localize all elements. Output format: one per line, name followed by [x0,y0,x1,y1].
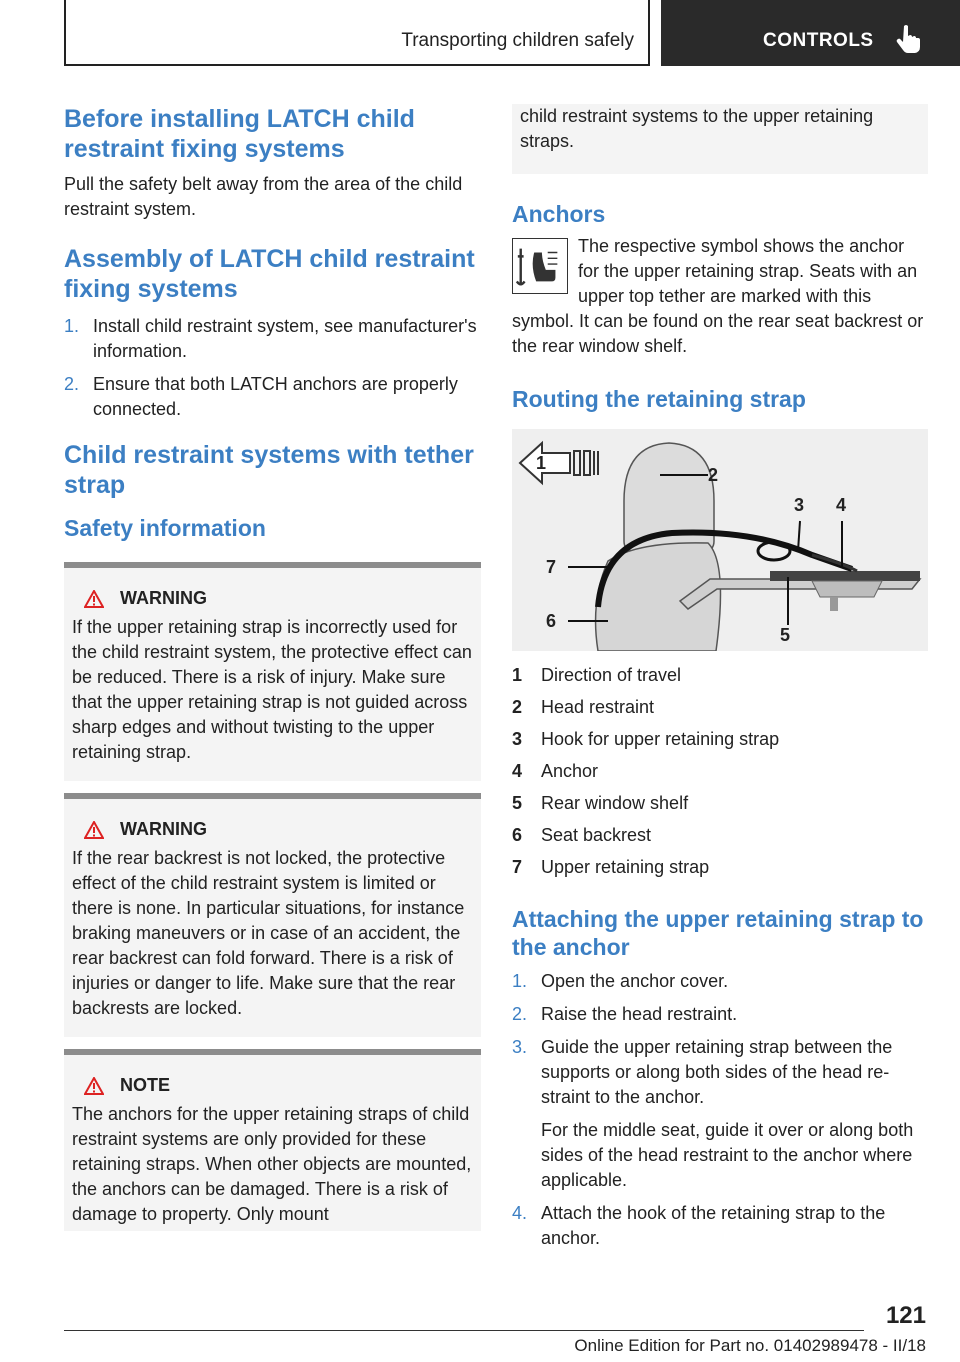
anchors-section [512,234,928,359]
figure-label-2: 2 [708,465,719,485]
warning-triangle-icon [84,590,104,608]
list-item: 3 Hook for upper retaining strap [512,729,780,749]
note-box [64,1049,481,1231]
hand-pointer-icon [895,24,921,54]
page-header [0,0,960,66]
figure-legend [512,659,928,883]
chapter-title: Transporting children safely [401,30,634,51]
figure-label-1: 1 [536,453,547,473]
child-seat-anchor-icon [512,238,568,294]
heading-before-installing: Before installing LATCH child restraint fixing systems [64,105,415,163]
attach-steps [512,969,928,1251]
footer-divider [64,1330,864,1331]
footer-edition: Online Edition for Part no. 01402989478 - II/18 [574,1336,926,1355]
continued-note-box [512,104,928,174]
figure-label-4: 4 [836,495,847,515]
list-item: 1. Open the anchor cover. [512,971,729,991]
warning-text: If the upper retaining strap is incorrectly used for the child restraint system, the protective effect can be reduced. There is a risk of injury. Make sure that the upper retaining strap is not guided across sharp edges and without twisting to the upper retaining strap. [72,617,472,762]
heading-tether-strap: Child restraint systems with tether strap [64,441,474,499]
figure-label-3: 3 [794,495,805,515]
section-tab [661,0,960,66]
page-number: 121 [885,1302,926,1329]
assembly-steps [64,314,481,422]
warning-triangle-icon [84,1077,104,1095]
list-item: 1. Install child restraint system, see manufacturer's information. [64,316,477,361]
step-sub-text: For the middle seat, guide it over or along both sides of the head restraint to the anchor where applicable. [541,1120,914,1190]
heading-anchors: Anchors [512,201,606,227]
warning-label: WARNING [120,588,207,608]
note-label: NOTE [120,1075,171,1095]
note-header [84,1075,473,1096]
list-item: 4. Attach the hook of the retaining strap to the anchor. [512,1203,886,1248]
list-item: 2. Ensure that both LATCH anchors are properly connected. [64,374,458,419]
figure-label-5: 5 [780,625,791,645]
list-item: 7 Upper retaining strap [512,857,710,877]
right-column [512,104,928,1259]
warning-triangle-icon [84,821,104,839]
list-item: 2. Raise the head restraint. [512,1004,738,1024]
list-item: 2 Head restraint [512,697,655,717]
routing-illustration [512,429,928,651]
chapter-tab [64,0,650,66]
list-item: 5 Rear window shelf [512,793,689,813]
note-text: The anchors for the upper retaining straps of child restraint systems are only provided for these retaining straps. When other objects are mounted, the anchors can be damaged. There is a risk of damage to property. Only mount [72,1104,472,1224]
section-label: CONTROLS [763,30,874,51]
warning-label: WARNING [120,819,207,839]
figure-label-7: 7 [546,557,557,577]
paragraph-before-installing: Pull the safety belt away from the area of the child restraint system. [64,174,463,219]
list-item: 1 Direction of travel [512,665,682,685]
list-item: 6 Seat backrest [512,825,652,845]
figure-label-6: 6 [546,611,557,631]
warning-text: If the rear backrest is not locked, the protective effect of the child restraint system is limited or there is none. In particular situations, for instance braking maneuvers or in case of an accident, the rear backrest can fold forward. There is a risk of injuries or danger to life. Make sure that the rear backrests are locked. [72,848,465,1018]
heading-safety-information: Safety information [64,515,266,541]
left-column [64,104,481,1231]
warning-header [84,819,473,840]
list-item: 4 Anchor [512,761,599,781]
heading-attaching: Attaching the upper retaining strap to the anchor [512,906,924,960]
heading-routing: Routing the retaining strap [512,386,806,412]
routing-diagram [512,429,928,651]
warning-box [64,562,481,781]
anchors-text: The respective symbol shows the anchor for the upper retaining strap. Seats with an upper top tether are marked with this symbol. It can be found on the rear seat backrest or the rear window shelf. [512,236,924,356]
list-item: 3. Guide the upper retaining strap between the supports or along both sides of the head restraint to the anchor. For the middle seat, guide it over or along both sides of the head restraint to the anchor where applicable. [512,1035,928,1193]
heading-assembly: Assembly of LATCH child restraint fixing systems [64,245,475,303]
continued-note-text: child restraint systems to the upper retaining straps. [520,106,874,151]
warning-box [64,793,481,1037]
warning-header [84,588,473,609]
